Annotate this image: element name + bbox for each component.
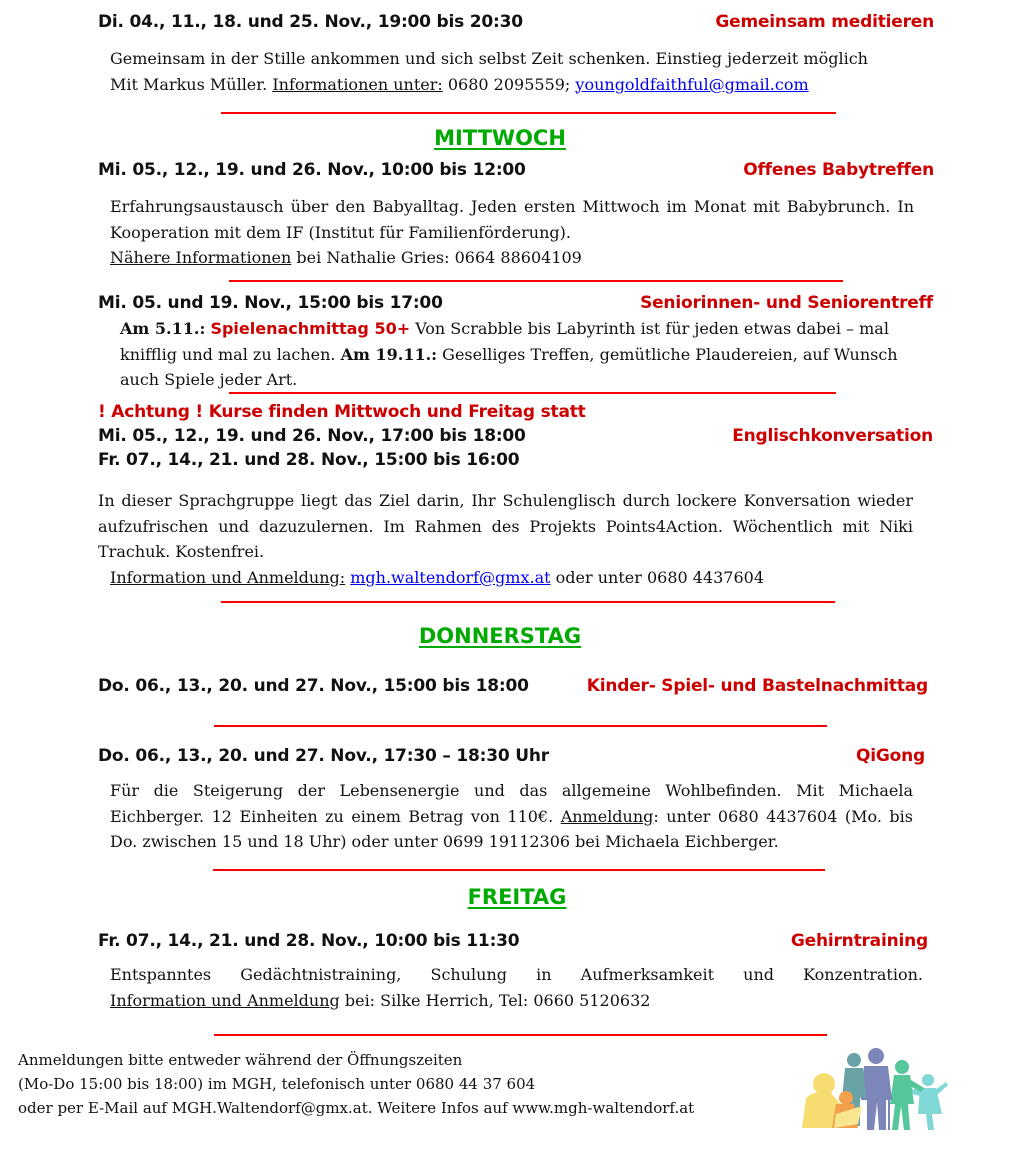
englisch-text: In dieser Sprachgruppe liegt das Ziel darin, Ihr Schulenglisch durch lockere Konversation wieder aufzufrischen und dazuzulernen. Im Rahmen des Projekts Points4Action. Wöchentlich mit Niki Trachuk. Kostenfrei. bbox=[98, 491, 913, 561]
divider bbox=[221, 601, 835, 603]
meditation-line1: Gemeinsam in der Stille ankommen und sich selbst Zeit schenken. Einstieg jederzeit möglich bbox=[110, 49, 868, 68]
englisch-info bbox=[98, 565, 913, 591]
gehirntraining-text: Entspanntes Gedächtnistraining, Schulung in Aufmerksamkeit und Konzentration. bbox=[110, 965, 923, 984]
day-heading-freitag: FREITAG bbox=[467, 885, 567, 909]
englisch-schedule-friday: Fr. 07., 14., 21. und 28. Nov., 15:00 bis 16:00 bbox=[98, 450, 520, 470]
meditation-info-label: Informationen unter: bbox=[272, 74, 443, 94]
seniorentreff-date2-label: Am 19.11.: bbox=[340, 344, 438, 364]
qigong-schedule: Do. 06., 13., 20. und 27. Nov., 17:30 – 18:30 Uhr bbox=[98, 746, 549, 766]
englisch-info-label: Information und Anmeldung: bbox=[110, 567, 346, 587]
englisch-email-link[interactable]: mgh.waltendorf@gmx.at bbox=[350, 567, 551, 587]
divider bbox=[214, 1034, 827, 1036]
qigong-text: Für die Steigerung der Lebensenergie und das allgemeine Wohlbefinden. Mit Michaela Eichberger. 12 Einheiten zu einem Betrag von 110€. bbox=[110, 781, 913, 826]
englisch-phone: oder unter 0680 4437604 bbox=[550, 567, 765, 587]
gehirntraining-info-label: Information und Anmeldung bbox=[110, 990, 340, 1010]
babytreffen-title: Offenes Babytreffen bbox=[743, 160, 934, 180]
footer-note bbox=[18, 1048, 694, 1120]
qigong-registration-label: Anmeldung bbox=[560, 806, 654, 826]
meditation-title: Gemeinsam meditieren bbox=[715, 12, 934, 32]
divider bbox=[213, 869, 825, 871]
gehirntraining-title: Gehirntraining bbox=[790, 931, 928, 951]
babytreffen-info-label: Nähere Informationen bbox=[110, 248, 292, 267]
divider bbox=[229, 280, 843, 282]
footer-line-2: (Mo-Do 15:00 bis 18:00) im MGH, telefonisch unter 0680 44 37 604 bbox=[18, 1075, 536, 1093]
seniorentreff-date1-text: Von Scrabble bis Labyrinth ist für jeden etwas dabei – mal knifflig und mal zu lachen. bbox=[120, 319, 889, 364]
meditation-schedule: Di. 04., 11., 18. und 25. Nov., 19:00 bis 20:30 bbox=[98, 12, 523, 32]
englisch-title: Englischkonversation bbox=[732, 426, 933, 446]
divider bbox=[214, 725, 827, 727]
englisch-description bbox=[98, 488, 913, 590]
gehirntraining-contact: bei: Silke Herrich, Tel: 0660 5120632 bbox=[339, 990, 651, 1010]
footer-line-3: oder per E-Mail auf MGH.Waltendorf@gmx.at. Weitere Infos auf www.mgh-waltendorf.at bbox=[18, 1099, 695, 1117]
meditation-email-link[interactable]: youngoldfaithful@gmail.com bbox=[575, 74, 809, 94]
qigong-contact: : unter 0680 4437604 (Mo. bis Do. zwischen 15 und 18 Uhr) oder unter 0699 19112306 bei Michaela Eichberger. bbox=[110, 806, 913, 851]
seniorentreff-date1-label: Am 5.11.: bbox=[120, 319, 206, 338]
kinder-title: Kinder- Spiel- und Bastelnachmittag bbox=[586, 676, 928, 696]
family-silhouettes-icon bbox=[800, 1042, 950, 1134]
gehirntraining-schedule: Fr. 07., 14., 21. und 28. Nov., 10:00 bis 11:30 bbox=[98, 931, 520, 951]
gehirntraining-info bbox=[110, 988, 923, 1014]
babytreffen-text: Erfahrungsaustausch über den Babyalltag. Jeden ersten Mittwoch im Monat mit Babybrunch. In Kooperation mit dem IF (Institut für Familienförderung). bbox=[110, 197, 914, 242]
englisch-schedule-wednesday: Mi. 05., 12., 19. und 26. Nov., 17:00 bis 18:00 bbox=[98, 426, 526, 446]
babytreffen-info bbox=[110, 245, 914, 271]
seniorentreff-schedule: Mi. 05. und 19. Nov., 15:00 bis 17:00 bbox=[98, 293, 443, 313]
gehirntraining-description bbox=[110, 962, 923, 1013]
meditation-line2 bbox=[110, 72, 940, 98]
meditation-phone: 0680 2095559; bbox=[442, 74, 576, 94]
englisch-notice: ! Achtung ! Kurse finden Mittwoch und Freitag statt bbox=[98, 402, 586, 422]
footer-line-1: Anmeldungen bitte entweder während der Öffnungszeiten bbox=[18, 1051, 463, 1069]
divider bbox=[221, 112, 836, 114]
day-heading-donnerstag: DONNERSTAG bbox=[418, 624, 582, 648]
babytreffen-description bbox=[110, 194, 914, 271]
seniorentreff-title: Seniorinnen- und Seniorentreff bbox=[640, 293, 933, 313]
meditation-host: Mit Markus Müller. bbox=[110, 74, 273, 94]
day-heading-mittwoch: MITTWOCH bbox=[434, 126, 566, 150]
kinder-schedule: Do. 06., 13., 20. und 27. Nov., 15:00 bis 18:00 bbox=[98, 676, 529, 696]
babytreffen-contact: bei Nathalie Gries: 0664 88604109 bbox=[291, 248, 582, 267]
seniorentreff-description bbox=[120, 316, 920, 393]
seniorentreff-date2-text: Geselliges Treffen, gemütliche Plaudereien, auf Wunsch auch Spiele jeder Art. bbox=[120, 344, 898, 389]
divider bbox=[229, 392, 836, 394]
babytreffen-schedule: Mi. 05., 12., 19. und 26. Nov., 10:00 bis 12:00 bbox=[98, 160, 526, 180]
qigong-title: QiGong bbox=[856, 746, 925, 766]
seniorentreff-highlight: Spielenachmittag 50+ bbox=[210, 319, 411, 338]
qigong-description bbox=[110, 778, 913, 855]
meditation-description bbox=[110, 46, 940, 97]
